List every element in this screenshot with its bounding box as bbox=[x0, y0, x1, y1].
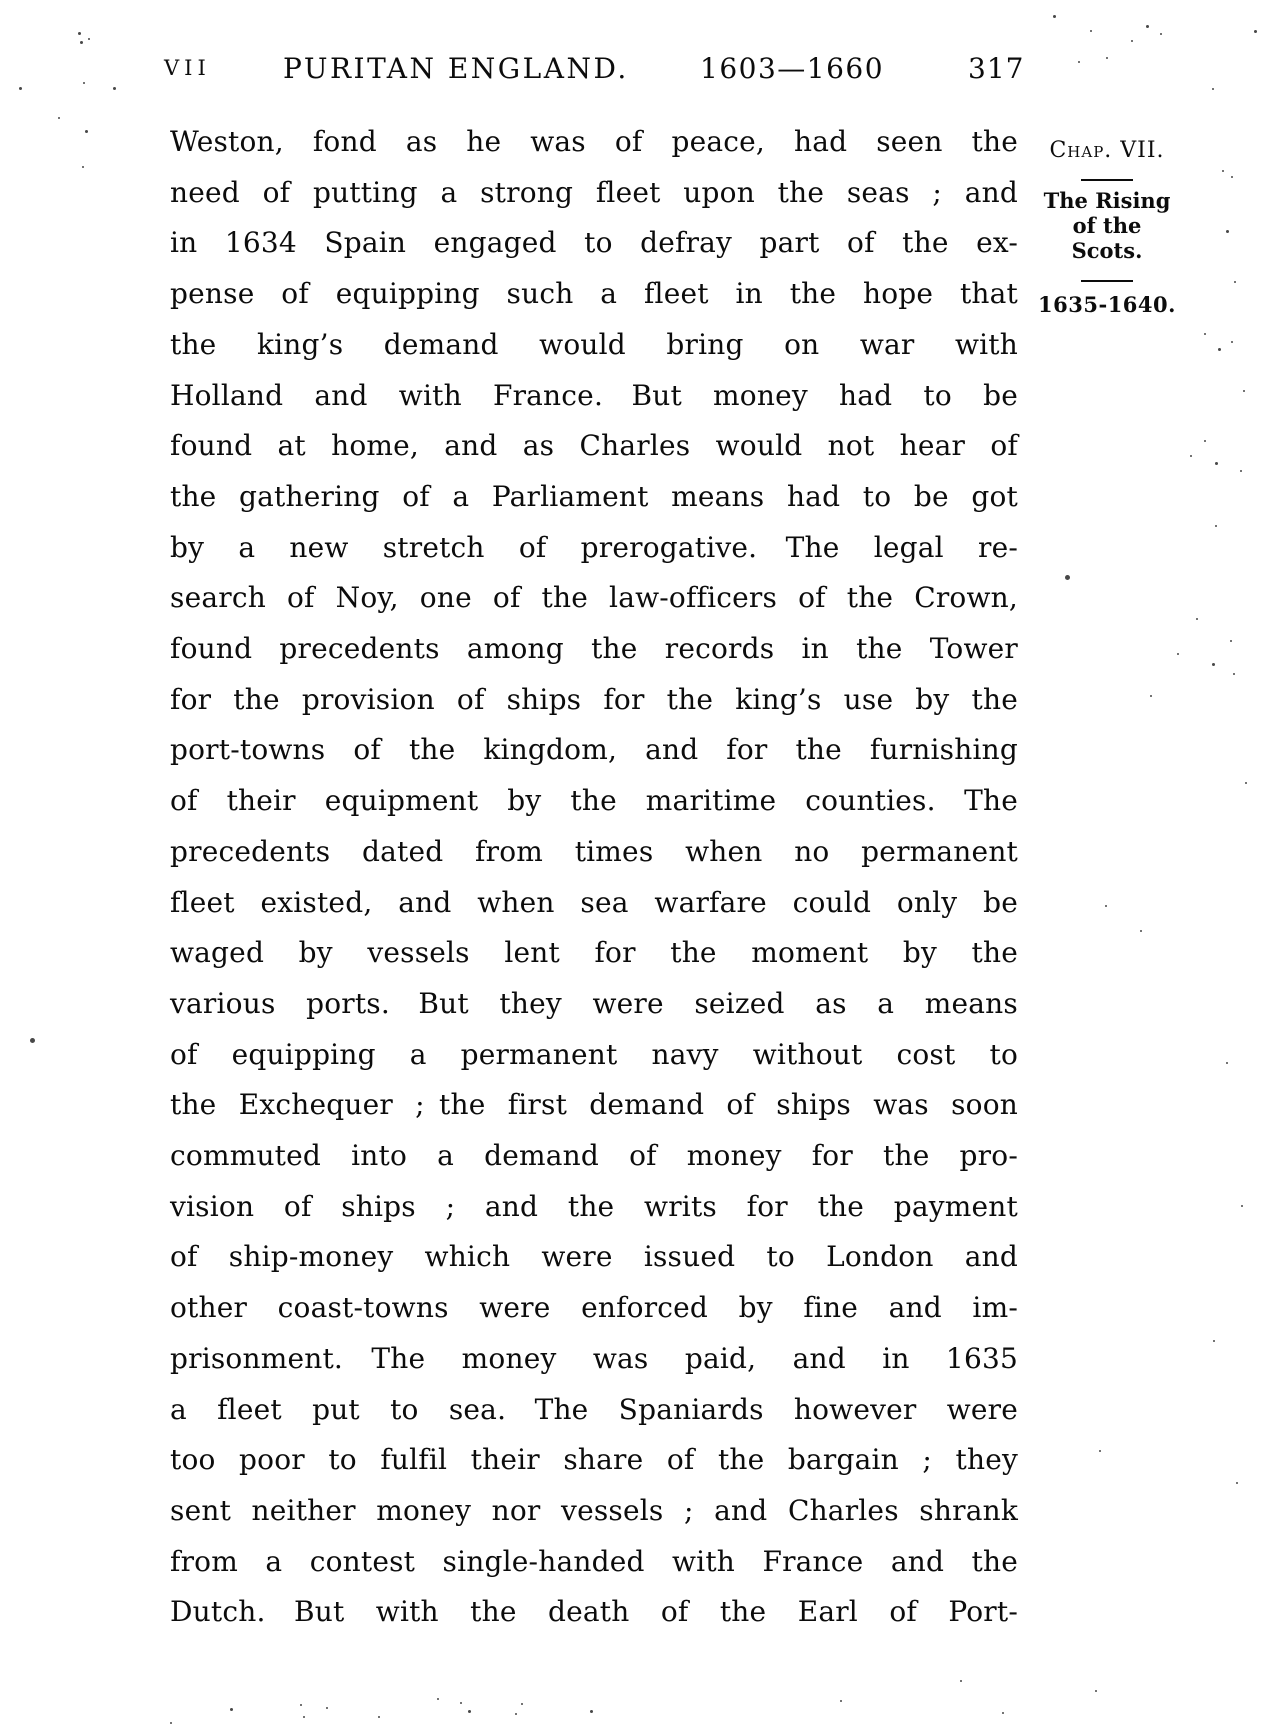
header-chapter-numeral: VII bbox=[164, 56, 211, 80]
scan-speck bbox=[78, 32, 81, 35]
text-line: of equipping a permanent navy without cost to bbox=[170, 1037, 1018, 1071]
text-line: of ship-money which were issued to London and bbox=[170, 1240, 1018, 1274]
scan-speck bbox=[840, 1700, 842, 1702]
text-line: found at home, and as Charles would not hear of bbox=[170, 429, 1018, 463]
text-line: Dutch. But with the death of the Earl of Port- bbox=[170, 1595, 1018, 1629]
scan-speck bbox=[1241, 1205, 1243, 1207]
margin-chapter-label: Chap. VII. bbox=[1049, 138, 1165, 163]
side-note-line: The Rising bbox=[1043, 188, 1171, 213]
scan-speck bbox=[113, 87, 116, 90]
scan-speck bbox=[960, 1680, 962, 1682]
header-title: PURITAN ENGLAND. bbox=[283, 52, 629, 85]
scan-speck bbox=[1236, 1482, 1238, 1484]
scan-speck bbox=[1212, 88, 1214, 90]
text-line: precedents dated from times when no permanent bbox=[170, 834, 1018, 868]
scan-speck bbox=[1106, 57, 1108, 59]
margin-rule bbox=[1081, 280, 1133, 282]
body-text bbox=[170, 117, 1018, 1638]
text-line: too poor to fulfil their share of the bargain ; they bbox=[170, 1443, 1018, 1477]
text-line: Weston, fond as he was of peace, had seen the bbox=[170, 125, 1018, 158]
scan-speck bbox=[1131, 40, 1133, 42]
margin-rule bbox=[1081, 179, 1133, 181]
scan-speck bbox=[1150, 695, 1152, 697]
scan-speck bbox=[1254, 30, 1257, 33]
scan-speck bbox=[1243, 390, 1245, 392]
text-line: sent neither money nor vessels ; and Charles shrank bbox=[170, 1493, 1018, 1527]
scan-speck bbox=[1240, 470, 1242, 472]
scan-speck bbox=[1215, 525, 1217, 527]
scan-speck bbox=[58, 117, 60, 119]
scan-speck bbox=[1190, 455, 1192, 457]
scan-speck bbox=[1230, 640, 1232, 642]
text-line: the gathering of a Parliament means had to be got bbox=[170, 479, 1018, 513]
margin-notes bbox=[1038, 0, 1176, 1732]
text-line: need of putting a strong fleet upon the seas ; and bbox=[170, 175, 1018, 209]
page-number: 317 bbox=[968, 52, 1025, 85]
scan-speck bbox=[1233, 673, 1235, 675]
scan-speck bbox=[1226, 1062, 1228, 1064]
scan-speck bbox=[1234, 281, 1236, 283]
scan-speck bbox=[88, 38, 90, 40]
side-note-line: of the bbox=[1072, 213, 1142, 238]
text-line: Holland and with France. But money had to be bbox=[170, 378, 1018, 412]
scan-speck bbox=[1218, 348, 1221, 351]
scan-speck bbox=[1053, 15, 1056, 18]
side-note-line: Scots. bbox=[1071, 238, 1143, 263]
scan-speck bbox=[1099, 1450, 1101, 1452]
text-line: for the provision of ships for the king’s use by the bbox=[170, 682, 1018, 716]
scan-speck bbox=[590, 1710, 593, 1713]
scan-speck bbox=[80, 41, 83, 44]
text-line: various ports. But they were seized as a means bbox=[170, 986, 1018, 1020]
scan-speck bbox=[83, 82, 85, 84]
text-line: of their equipment by the maritime counties. The bbox=[170, 784, 1018, 818]
text-line: search of Noy, one of the law-officers of the Crown, bbox=[170, 581, 1018, 615]
text-line: waged by vessels lent for the moment by the bbox=[170, 936, 1018, 970]
scan-speck bbox=[1177, 653, 1179, 655]
scan-speck bbox=[1212, 663, 1215, 666]
scan-speck bbox=[300, 1704, 302, 1706]
header-date-range: 1603—1660 bbox=[700, 52, 885, 85]
scan-speck bbox=[1226, 230, 1229, 233]
scan-speck bbox=[303, 1716, 305, 1718]
scan-speck bbox=[1065, 575, 1070, 580]
text-line: prisonment. The money was paid, and in 1635 bbox=[170, 1341, 1018, 1375]
text-line: by a new stretch of prerogative. The legal re- bbox=[170, 530, 1018, 564]
scan-speck bbox=[1095, 1690, 1097, 1692]
text-line: port-towns of the kingdom, and for the furnishing bbox=[170, 733, 1018, 767]
scan-speck bbox=[230, 1708, 233, 1711]
scan-speck bbox=[1215, 462, 1218, 465]
scan-speck bbox=[30, 1038, 35, 1043]
text-line: other coast-towns were enforced by fine and im- bbox=[170, 1291, 1018, 1325]
scan-speck bbox=[378, 1716, 380, 1718]
scan-speck bbox=[515, 1713, 517, 1715]
scan-speck bbox=[1231, 341, 1233, 343]
scan-speck bbox=[1213, 1340, 1215, 1342]
scan-speck bbox=[1105, 905, 1107, 907]
scan-speck bbox=[1196, 618, 1198, 620]
scan-speck bbox=[1090, 30, 1092, 32]
scan-speck bbox=[170, 1722, 172, 1724]
text-line: the Exchequer ; the first demand of ships was soon bbox=[170, 1088, 1018, 1122]
scan-speck bbox=[1140, 930, 1142, 932]
text-line: found precedents among the records in the Tower bbox=[170, 632, 1018, 666]
text-line: in 1634 Spain engaged to defray part of the ex- bbox=[170, 226, 1018, 260]
scan-speck bbox=[1078, 61, 1080, 63]
scan-speck bbox=[460, 1702, 462, 1704]
scan-speck bbox=[1204, 333, 1206, 335]
margin-side-note bbox=[1038, 188, 1176, 263]
scan-speck bbox=[82, 166, 84, 168]
text-line: vision of ships ; and the writs for the payment bbox=[170, 1189, 1018, 1223]
scan-speck bbox=[19, 87, 22, 90]
scan-speck bbox=[1231, 176, 1233, 178]
scan-speck bbox=[1222, 170, 1224, 172]
margin-date-note: 1635-1640. bbox=[1038, 292, 1176, 317]
scan-speck bbox=[1002, 1712, 1004, 1714]
text-line: commuted into a demand of money for the pro- bbox=[170, 1139, 1018, 1173]
scan-speck bbox=[326, 1707, 328, 1709]
text-line: a fleet put to sea. The Spaniards however were bbox=[170, 1392, 1018, 1426]
scan-speck bbox=[1160, 33, 1162, 35]
text-line: the king’s demand would bring on war with bbox=[170, 327, 1018, 361]
scan-speck bbox=[1245, 782, 1247, 784]
text-line: from a contest single-handed with France and the bbox=[170, 1544, 1018, 1578]
scan-speck bbox=[521, 1703, 523, 1705]
scan-speck bbox=[1146, 25, 1149, 28]
scan-speck bbox=[437, 1698, 439, 1700]
scan-speck bbox=[1204, 440, 1206, 442]
scan-speck bbox=[85, 130, 88, 133]
text-line: fleet existed, and when sea warfare could only be bbox=[170, 885, 1018, 919]
text-line: pense of equipping such a fleet in the hope that bbox=[170, 277, 1018, 311]
scan-speck bbox=[468, 1710, 471, 1713]
